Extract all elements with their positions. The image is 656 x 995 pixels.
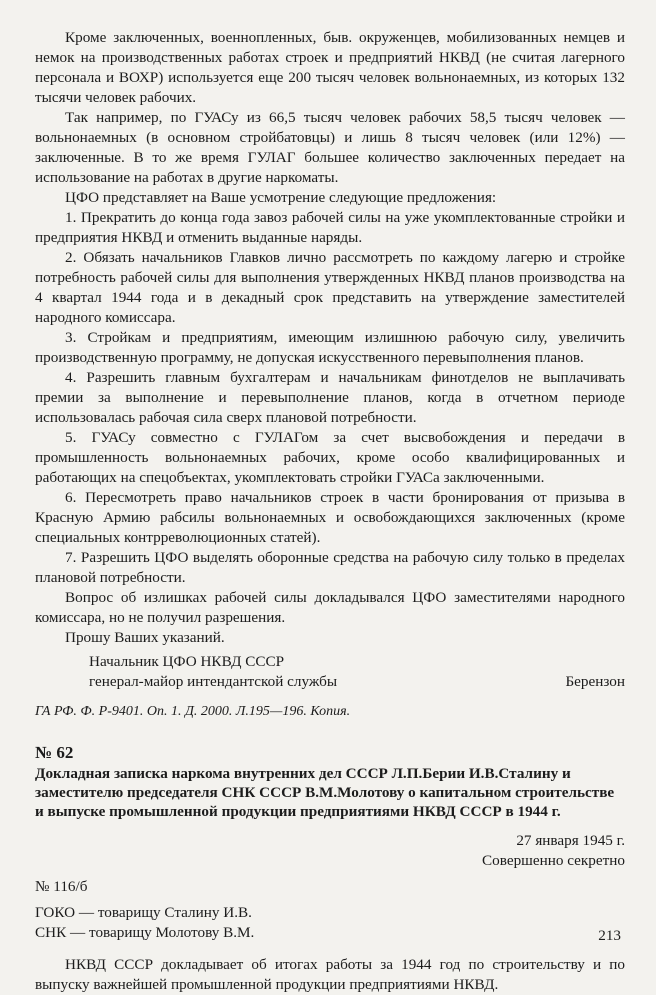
proposal-6: 6. Пересмотреть право начальников строек в части бронирования от призыва в Красную Армию рабсилы вольнонаемных и освобождающихся заключенных (кроме специальных контрреволюционных статей). xyxy=(35,489,625,546)
addressee-goko: ГОКО — товарищу Сталину И.В. xyxy=(35,904,252,921)
paragraph: НКВД СССР докладывает об итогах работы за 1944 год по строительству и по выпуску важнейшей промышленной продукции предприятиями НКВД. xyxy=(35,956,625,993)
paragraph: Так например, по ГУАСу из 66,5 тысяч человек рабочих 58,5 тысяч человек — вольнонаемных (в основном стройбатовцы) и лишь 8 тысяч человек (или 12%) — заключенные. В то же время ГУЛАГ большее количество заключенных передает на использование на работах в другие наркоматы. xyxy=(35,109,625,186)
registration-number: № 116/б xyxy=(35,878,88,895)
signature-rank: генерал-майор интендантской службы xyxy=(89,673,338,690)
proposal-1: 1. Прекратить до конца года завоз рабочей силы на уже укомплектованные стройки и предприятия НКВД и отменить выданные наряды. xyxy=(35,209,625,246)
document-date: 27 января 1945 г. xyxy=(516,832,625,849)
signature-name: Берензон xyxy=(565,673,625,690)
archive-source: ГА РФ. Ф. Р-9401. Оп. 1. Д. 2000. Л.195—196. Копия. xyxy=(35,704,351,719)
addressee-snk: СНК — товарищу Молотову В.М. xyxy=(35,924,255,941)
document-number: № 62 xyxy=(35,743,74,762)
proposal-7: 7. Разрешить ЦФО выделять оборонные средства на рабочую силу только в пределах плановой потребности. xyxy=(35,549,625,586)
paragraph: Кроме заключенных, военнопленных, быв. окруженцев, мобилизованных немцев и немок на производственных работах строек и предприятий НКВД (не считая лагерного персонала и ВОХР) используется еще 200 тысяч человек вольнонаемных, из которых 132 тысячи человек рабочих. xyxy=(35,29,625,106)
page-body xyxy=(35,28,625,995)
document-title: Докладная записка наркома внутренних дел СССР Л.П.Берии И.В.Сталину и заместителю председателя СНК СССР В.М.Молотову о капитальном строительстве и выпуске промышленной продукции предприятиями НКВД СССР в 1944 г. xyxy=(35,765,615,820)
page-number: 213 xyxy=(598,927,621,944)
paragraph: ЦФО представляет на Ваше усмотрение следующие предложения: xyxy=(65,189,497,206)
signature-position: Начальник ЦФО НКВД СССР xyxy=(89,653,285,670)
classification-stamp: Совершенно секретно xyxy=(482,852,625,869)
signature-block xyxy=(35,652,625,692)
proposal-5: 5. ГУАСу совместно с ГУЛАГом за счет высвобождения и передачи в промышленность вольнонаемных рабочих, кроме особо квалифицированных и работающих на спецобъектах, укомплектовать стройки ГУАСа заключенными. xyxy=(35,429,625,486)
proposal-2: 2. Обязать начальников Главков лично рассмотреть по каждому лагерю и стройке потребность рабочей силы для выполнения утвержденных НКВД планов производства на 4 квартал 1944 года и в декадный срок представить на утверждение заместителей народного комиссара. xyxy=(35,249,625,326)
proposal-3: 3. Стройкам и предприятиям, имеющим излишнюю рабочую силу, увеличить производственную программу, не допуская искусственного перевыполнения планов. xyxy=(35,329,625,366)
proposal-4: 4. Разрешить главным бухгалтерам и начальникам финотделов не выплачивать премии за выполнение и перевыполнение планов, когда в отчетном периоде использовалась рабочая сила сверх плановой потребности. xyxy=(35,369,625,426)
paragraph: Прошу Ваших указаний. xyxy=(65,629,225,646)
paragraph: Вопрос об излишках рабочей силы докладывался ЦФО заместителями народного комиссара, но не получил разрешения. xyxy=(35,589,625,626)
